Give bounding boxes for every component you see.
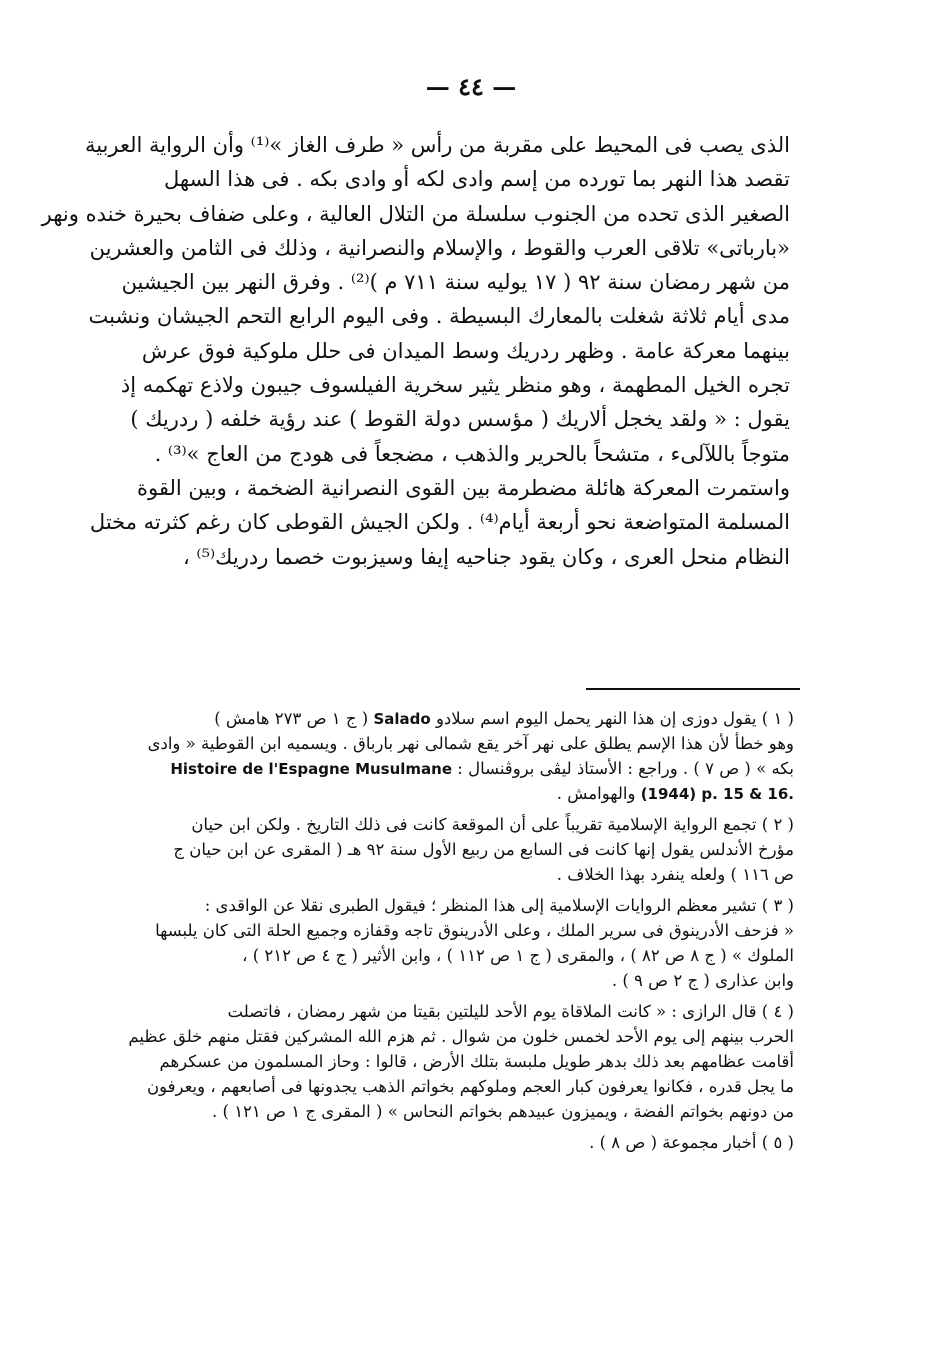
footnote-text: وابن عذارى ( ج ٢ ص ٩ ) . <box>611 971 794 990</box>
text-line: الذى يصب فى المحيط على مقربة من رأس « طرف الغاز »⁽¹⁾ وأن الرواية العربية <box>84 133 790 157</box>
footnote-line <box>104 1049 794 1074</box>
footnote-line <box>104 862 794 887</box>
footnote <box>104 999 794 1124</box>
footnote-line <box>104 837 794 862</box>
page-number: — ٤٤ — <box>425 72 517 101</box>
footnote-line <box>104 999 794 1024</box>
footnote-text: وهو خطأ لأن هذا الإسم يطلق على نهر آخر يقع شمالى نهر بارباق . ويسميه ابن القوطية « وادى <box>147 734 794 753</box>
text-line: يقول : « ولقد يخجل ألاريك ( مؤسس دولة القوط ) عند رؤية خلفه ( ردريك ) <box>130 407 790 432</box>
footnote-text: ما يجل قدره ، فكانوا يعرفون كبار العجم وملوكهم بخواتم الذهب يجدونها فى أصابعهم ، ويعرفون <box>146 1077 794 1096</box>
footnote-text: أقامت عظامهم بعد ذلك بدهر طويل ملبسة بتلك الأرض ، قالوا : وحاز المسلمون من عسكرهم <box>159 1052 794 1071</box>
text-line: بينهما معركة عامة . وظهر ردريك وسط الميدان فى حلل ملوكية فوق عرش <box>141 338 790 363</box>
text-line: النظام منحل العرى ، وكان يقود جناحيه إيفا وسيزبوت خصما ردريك⁽⁵⁾ ، <box>182 544 790 569</box>
footnote-line <box>104 918 794 943</box>
footnote-line <box>104 943 794 968</box>
footnote-text: ص ١١٦ ) ولعله ينفرد بهذا الخلاف . <box>556 865 794 884</box>
footnote-separator <box>586 688 800 690</box>
footnote-text: ( ٢ ) تجمع الرواية الإسلامية تقريباً على أن الموقعة كانت فى ذلك التاريخ . ولكن ابن حيان <box>191 815 794 834</box>
latin-citation: Histoire de l'Espagne Musulmane <box>170 760 453 778</box>
footnote-line <box>104 756 794 781</box>
main-text <box>41 128 790 574</box>
footnote-text: الحرب بينهم إلى يوم الأحد لخمس خلون من شوال . ثم هزم الله المشركين فقتل منهم خلق عظيم <box>128 1027 794 1046</box>
footnote-line <box>104 812 794 837</box>
footnote <box>104 706 794 806</box>
footnote-text: بكه » ( ص ٧ ) . وراجع : الأستاذ ليڤى بروڤنسال : <box>452 759 794 778</box>
footnote-text: من دونهم بخواتم الفضة ، ويميزون عبيدهم بخواتم النحاس » ( المقرى ج ١ ص ١٢١ ) . <box>212 1102 794 1121</box>
footnote-line <box>104 968 794 993</box>
text-line: «بارباتى» تلاقى العرب والقوط ، والإسلام والنصرانية ، وذلك فى الثامن والعشرين <box>89 235 790 260</box>
footnote-text: ( ١ ) يقول دوزى إن هذا النهر يحمل اليوم اسم سلادو <box>430 709 794 728</box>
text-line: من شهر رمضان سنة ٩٢ ( ١٧ يوليه سنة ٧١١ م )⁽²⁾ . وفرق النهر بين الجيشين <box>121 270 790 295</box>
text-line: واستمرت المعركة هائلة مضطرمة بين القوى النصرانية الضخمة ، وبين القوة <box>137 475 790 500</box>
footnote-text: ( ٣ ) تشير معظم الروايات الإسلامية إلى هذا المنظر ؛ فيقول الطبرى نقلا عن الواقدى : <box>204 896 794 915</box>
footnote-text: ( ٤ ) قال الرازى : « كانت الملاقاة يوم الأحد لليلتين بقيتا من شهر رمضان ، فاتصلت <box>227 1002 794 1021</box>
footnote-line <box>104 1130 794 1155</box>
latin-citation: Salado <box>373 710 431 728</box>
footnote-line <box>104 706 794 731</box>
footnote-line <box>104 731 794 756</box>
footnote-text: مؤرخ الأندلس يقول إنها كانت فى السابع من ربيع الأول سنة ٩٢ هـ ( المقرى عن ابن حيان ج <box>173 840 794 859</box>
footnote <box>104 893 794 993</box>
footnote-text: الملوك » ( ج ٨ ص ٨٢ ) ، والمقرى ( ج ١ ص ١١٢ ) ، وابن الأثير ( ج ٤ ص ٢١٢ ) ، <box>242 946 794 965</box>
footnote <box>104 812 794 887</box>
text-line: المسلمة المتواضعة نحو أربعة أيام⁽⁴⁾ . ولكن الجيش القوطى كان رغم كثرته مختل <box>89 510 790 535</box>
text-line: الصغير الذى تحده من الجنوب سلسلة من التلال العالية ، وعلى ضفاف بحيرة خنده ونهر <box>41 201 790 226</box>
text-line: تجره الخيل المطهمة ، وهو منظر يثير سخرية الفيلسوف جيبون ولاذع تهكمه إذ <box>120 373 790 398</box>
footnote-line <box>104 1099 794 1124</box>
text-line: تقصد هذا النهر بما تورده من إسم وادى لكه أو وادى بكه . فى هذا السهل <box>164 167 790 192</box>
footnote-text: « فزحف الأدرينوق فى سرير الملك ، وعلى الأدرينوق تاجه وقفازه وجميع الحلة التى كان يلبسها <box>155 921 794 940</box>
text-line: متوجاً باللآلىء ، متشحاً بالحرير والذهب ، مضجعاً فى هودج من العاج »⁽³⁾ . <box>154 441 790 466</box>
footnote-text: ( ج ١ ص ٢٧٣ هامش ) <box>214 709 374 728</box>
footnote <box>104 1130 794 1155</box>
footnote-line <box>104 781 794 806</box>
footnotes <box>104 706 794 1161</box>
footnote-text: ( ٥ ) أخبار مجموعة ( ص ٨ ) . <box>589 1133 794 1152</box>
text-line: مدى أيام ثلاثة شغلت بالمعارك البسيطة . وفى اليوم الرابع التحم الجيشان ونشبت <box>88 304 790 329</box>
latin-citation: (1944) p. 15 & 16. <box>640 785 794 803</box>
footnote-line <box>104 1024 794 1049</box>
footnote-text: والهوامش . <box>556 784 641 803</box>
footnote-line <box>104 1074 794 1099</box>
footnote-line <box>104 893 794 918</box>
